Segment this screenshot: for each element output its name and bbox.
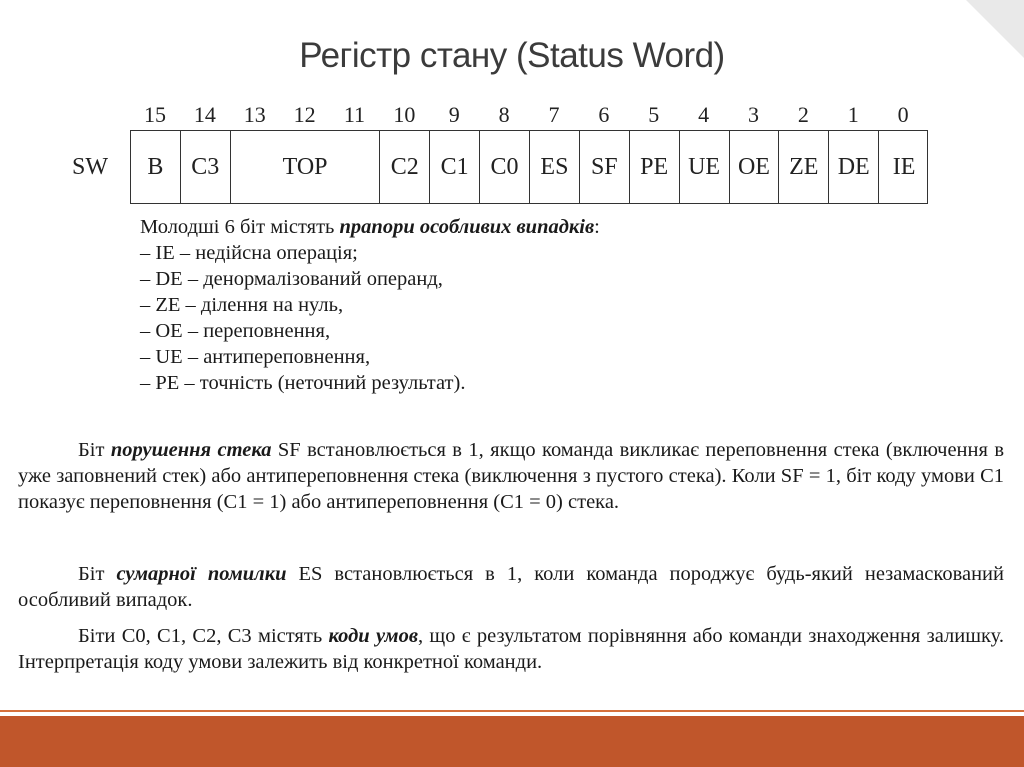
cc-text-after: , що є результатом порівняння або команди знаходження залишку. Інтерпретація коду умови залежить від конкретної команди. [18, 625, 1005, 673]
register-cell-sf: SF [580, 131, 630, 203]
bit-number-15: 15 [143, 102, 166, 127]
register-cell-b: B [131, 131, 181, 203]
register-cell-de: DE [829, 131, 879, 203]
bit-number-5: 5 [648, 102, 660, 127]
bit-number-4: 4 [698, 102, 710, 127]
bit-number-2: 2 [797, 102, 809, 127]
register-cell-c2: C2 [380, 131, 430, 203]
cc-emphasis: коди умов [328, 625, 418, 647]
flag-item-pe: – PE – точність (неточний результат). [140, 372, 466, 394]
sf-emphasis: порушення стека [110, 439, 272, 461]
bit-number-3: 3 [747, 102, 759, 127]
bit-number-row [130, 102, 928, 128]
es-text-before: Біт [78, 563, 117, 585]
cc-text-before: Біти C0, C1, C2, C3 містять [78, 625, 329, 647]
register-cell-ie: IE [892, 154, 916, 180]
footer-bar [0, 716, 1024, 767]
register-label: SW [72, 154, 108, 180]
register-cell-es: ES [530, 131, 580, 203]
footer-accent-line [0, 710, 1024, 712]
flag-item-de: – DE – денормалізований операнд, [140, 268, 443, 290]
flag-item-ue: – UE – антипереповнення, [140, 346, 371, 368]
flag-item-oe: – OE – переповнення, [140, 320, 331, 342]
paragraph-error-summary [18, 561, 1004, 613]
es-emphasis: сумарної помилки [116, 563, 287, 585]
bit-number-6: 6 [598, 102, 610, 127]
bit-number-14: 14 [193, 102, 216, 127]
status-word-register [130, 130, 928, 204]
slide-title: Регістр стану (Status Word) [299, 36, 725, 75]
flags-intro-emphasis: прапори особливих випадків [339, 216, 595, 238]
register-cell-top: TOP [231, 131, 381, 203]
bit-number-1: 1 [847, 102, 859, 127]
bit-number-11: 11 [343, 102, 366, 127]
bit-number-12: 12 [293, 102, 316, 127]
sf-text-before: Біт [78, 439, 111, 461]
bit-number-9: 9 [448, 102, 460, 127]
register-cell-c3: C3 [181, 131, 231, 203]
flag-item-ze: – ZE – ділення на нуль, [140, 294, 344, 316]
flags-intro [140, 214, 600, 240]
bit-number-8: 8 [498, 102, 510, 127]
flags-description [140, 214, 600, 396]
register-cell-ze: ZE [779, 131, 829, 203]
es-text-after: ES встановлюється в 1, коли команда породжує будь-який незамаскований особливий випадок. [18, 563, 1004, 611]
paragraph-condition-codes [18, 623, 1004, 675]
register-cell-oe: OE [730, 131, 780, 203]
register-cell-c1: C1 [430, 131, 480, 203]
register-cell-c0: C0 [480, 131, 530, 203]
paragraph-stack-fault [18, 437, 1004, 515]
bit-number-10: 10 [393, 102, 416, 127]
bit-number-13: 13 [243, 102, 266, 127]
flags-intro-colon: : [594, 216, 600, 238]
flag-item-ie: – IE – недійсна операція; [140, 242, 358, 264]
flags-intro-text: Молодші 6 біт містять [140, 216, 340, 238]
bit-number-0: 0 [897, 102, 909, 127]
register-cell-ue: UE [680, 131, 730, 203]
bit-number-7: 7 [548, 102, 560, 127]
sf-text-after: SF встановлюється в 1, якщо команда викликає переповнення стека (включення в уже заповнений стек) або антипереповнення стека (виключення з пустого стека). Коли SF = 1, біт коду умови C1 показує переповнення (C1 = 1) або антипереповнення (C1 = 0) стека. [18, 439, 1004, 513]
register-cell-pe: PE [630, 131, 680, 203]
